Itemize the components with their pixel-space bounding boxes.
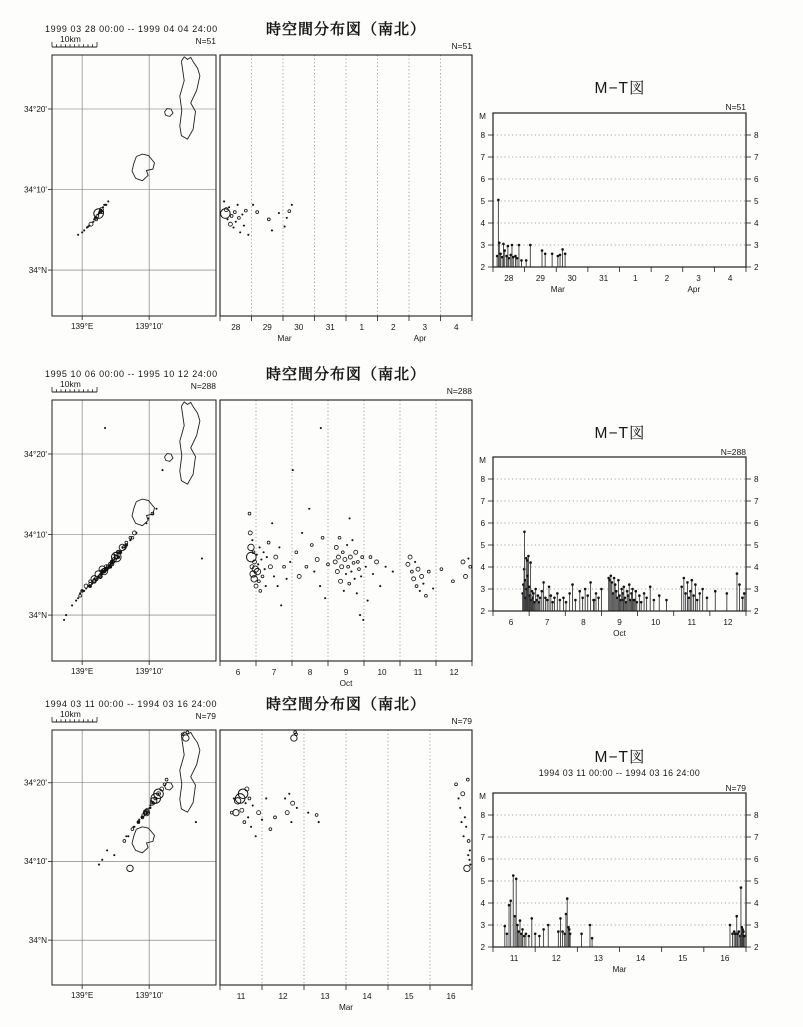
svg-text:8: 8 bbox=[754, 810, 759, 820]
map-event-count: N=288 bbox=[190, 381, 216, 391]
svg-text:11: 11 bbox=[687, 618, 697, 627]
svg-text:7: 7 bbox=[544, 618, 550, 627]
svg-text:5: 5 bbox=[754, 876, 759, 886]
panel-row-3 bbox=[0, 675, 803, 1027]
svg-text:3: 3 bbox=[696, 274, 701, 283]
svg-text:Mar: Mar bbox=[612, 965, 627, 974]
svg-text:M: M bbox=[479, 792, 486, 801]
svg-text:10: 10 bbox=[651, 618, 661, 627]
svg-text:13: 13 bbox=[593, 954, 603, 963]
svg-text:29: 29 bbox=[535, 274, 545, 283]
svg-text:34°N: 34°N bbox=[28, 935, 47, 945]
epicenter-map-row3 bbox=[24, 717, 216, 1000]
svg-text:139°10': 139°10' bbox=[135, 667, 163, 676]
svg-text:34°N: 34°N bbox=[28, 610, 47, 620]
svg-text:3: 3 bbox=[480, 584, 485, 594]
svg-text:3: 3 bbox=[480, 240, 485, 250]
period-label: 1999 03 28 00:00 -- 1999 04 04 24:00 bbox=[45, 24, 218, 34]
svg-text:4: 4 bbox=[727, 274, 733, 283]
svg-text:Apr: Apr bbox=[413, 334, 427, 343]
coastline-niijima bbox=[180, 402, 200, 484]
mt-title: M−T図 bbox=[594, 425, 646, 442]
svg-text:8: 8 bbox=[754, 130, 759, 140]
scale-bar-label: 10km bbox=[60, 34, 81, 44]
svg-text:16: 16 bbox=[720, 954, 730, 963]
svg-text:2: 2 bbox=[754, 262, 759, 272]
panel-row-1 bbox=[0, 0, 803, 350]
svg-text:139°E: 139°E bbox=[70, 322, 94, 331]
svg-text:2: 2 bbox=[390, 323, 396, 332]
svg-text:4: 4 bbox=[480, 898, 485, 908]
spacetime-plot-row2 bbox=[220, 400, 472, 688]
mt-stems bbox=[496, 199, 567, 267]
svg-text:7: 7 bbox=[480, 152, 485, 162]
spacetime-plot-row3 bbox=[220, 730, 472, 1012]
svg-text:15: 15 bbox=[678, 954, 688, 963]
coastline-shikinejima bbox=[165, 454, 174, 462]
charts-canvas-row1 bbox=[0, 0, 803, 350]
svg-text:4: 4 bbox=[453, 323, 459, 332]
svg-text:34°20': 34°20' bbox=[23, 449, 47, 459]
period-label: 1995 10 06 00:00 -- 1995 10 12 24:00 bbox=[45, 369, 218, 379]
svg-text:6: 6 bbox=[480, 854, 485, 864]
svg-text:139°10': 139°10' bbox=[135, 991, 163, 1000]
svg-text:5: 5 bbox=[754, 196, 759, 206]
svg-text:Oct: Oct bbox=[339, 679, 353, 688]
svg-text:5: 5 bbox=[754, 540, 759, 550]
svg-text:30: 30 bbox=[567, 274, 577, 283]
svg-text:8: 8 bbox=[480, 810, 485, 820]
svg-text:M: M bbox=[479, 112, 486, 121]
mt-stems bbox=[504, 874, 746, 947]
svg-text:6: 6 bbox=[754, 518, 759, 528]
svg-text:8: 8 bbox=[480, 130, 485, 140]
mt-stems bbox=[521, 531, 745, 612]
svg-text:28: 28 bbox=[504, 274, 514, 283]
svg-text:11: 11 bbox=[413, 668, 423, 677]
coastline-kozushima bbox=[132, 154, 155, 181]
spacetime-plot-row1 bbox=[220, 55, 472, 343]
svg-text:30: 30 bbox=[294, 323, 304, 332]
svg-text:1: 1 bbox=[633, 274, 638, 283]
svg-text:34°10': 34°10' bbox=[23, 857, 47, 867]
svg-text:5: 5 bbox=[480, 540, 485, 550]
svg-text:34°20': 34°20' bbox=[23, 778, 47, 788]
svg-text:6: 6 bbox=[754, 854, 759, 864]
svg-text:8: 8 bbox=[480, 474, 485, 484]
svg-text:6: 6 bbox=[480, 174, 485, 184]
mt-title: M−T図 bbox=[594, 749, 646, 766]
svg-text:4: 4 bbox=[480, 562, 485, 572]
svg-text:12: 12 bbox=[278, 992, 288, 1001]
svg-text:31: 31 bbox=[325, 323, 335, 332]
svg-text:4: 4 bbox=[754, 218, 759, 228]
svg-text:6: 6 bbox=[508, 618, 514, 627]
epicenter-map-row1 bbox=[24, 42, 216, 331]
charts-canvas-row3 bbox=[0, 675, 803, 1027]
svg-text:34°20': 34°20' bbox=[23, 104, 47, 114]
svg-text:2: 2 bbox=[480, 262, 485, 272]
period-label: 1994 03 11 00:00 -- 1994 03 16 24:00 bbox=[45, 699, 218, 709]
scale-bar-label: 10km bbox=[60, 379, 81, 389]
scale-bar-label: 10km bbox=[60, 709, 81, 719]
svg-text:7: 7 bbox=[754, 832, 759, 842]
svg-text:7: 7 bbox=[754, 152, 759, 162]
spacetime-title: 時空間分布図（南北） bbox=[265, 366, 426, 383]
spacetime-event-count: N=79 bbox=[451, 716, 472, 726]
svg-text:12: 12 bbox=[551, 954, 561, 963]
svg-text:14: 14 bbox=[636, 954, 646, 963]
coastline-kozushima bbox=[132, 827, 155, 853]
svg-text:2: 2 bbox=[664, 274, 670, 283]
svg-text:9: 9 bbox=[343, 668, 349, 677]
svg-text:12: 12 bbox=[449, 668, 459, 677]
coastline-niijima bbox=[180, 732, 200, 812]
coastline-shikinejima bbox=[165, 109, 174, 117]
mt-event-count: N=79 bbox=[725, 783, 746, 793]
svg-text:34°N: 34°N bbox=[28, 265, 47, 275]
svg-text:3: 3 bbox=[754, 584, 759, 594]
svg-text:7: 7 bbox=[271, 668, 277, 677]
map-event-count: N=79 bbox=[195, 711, 216, 721]
svg-text:8: 8 bbox=[754, 474, 759, 484]
svg-text:Mar: Mar bbox=[338, 1003, 354, 1012]
svg-text:M: M bbox=[479, 456, 486, 465]
svg-text:5: 5 bbox=[480, 196, 485, 206]
map-event-count: N=51 bbox=[195, 36, 216, 46]
svg-text:8: 8 bbox=[307, 668, 313, 677]
epicenter-map-row2 bbox=[24, 387, 216, 676]
svg-text:11: 11 bbox=[236, 992, 246, 1001]
svg-text:139°10': 139°10' bbox=[135, 322, 163, 331]
svg-text:Apr: Apr bbox=[687, 285, 701, 294]
svg-text:1: 1 bbox=[359, 323, 365, 332]
spacetime-title: 時空間分布図（南北） bbox=[265, 21, 426, 38]
svg-text:34°10': 34°10' bbox=[23, 185, 47, 195]
coastline-niijima bbox=[180, 57, 200, 139]
mt-title: M−T図 bbox=[594, 80, 646, 97]
spacetime-title: 時空間分布図（南北） bbox=[265, 696, 426, 713]
svg-text:16: 16 bbox=[446, 992, 456, 1001]
svg-text:29: 29 bbox=[262, 323, 272, 332]
svg-text:28: 28 bbox=[231, 323, 241, 332]
spacetime-event-markers bbox=[230, 731, 471, 872]
svg-text:11: 11 bbox=[509, 954, 519, 963]
svg-text:6: 6 bbox=[480, 518, 485, 528]
svg-text:14: 14 bbox=[362, 992, 372, 1001]
svg-text:13: 13 bbox=[320, 992, 330, 1001]
svg-text:139°E: 139°E bbox=[70, 667, 94, 676]
spacetime-event-markers bbox=[247, 427, 472, 621]
svg-text:3: 3 bbox=[754, 240, 759, 250]
mt-event-count: N=51 bbox=[725, 102, 746, 112]
mt-plot-row2 bbox=[479, 456, 759, 638]
charts-canvas-row2 bbox=[0, 345, 803, 695]
svg-text:8: 8 bbox=[581, 618, 586, 627]
spacetime-event-count: N=51 bbox=[451, 41, 472, 51]
svg-text:3: 3 bbox=[422, 323, 428, 332]
svg-text:34°10': 34°10' bbox=[23, 530, 47, 540]
svg-text:5: 5 bbox=[480, 876, 485, 886]
svg-text:9: 9 bbox=[617, 618, 622, 627]
panel-row-2 bbox=[0, 345, 803, 695]
svg-text:2: 2 bbox=[480, 942, 485, 952]
spacetime-event-markers bbox=[221, 200, 293, 235]
svg-text:2: 2 bbox=[754, 942, 759, 952]
svg-text:7: 7 bbox=[754, 496, 759, 506]
svg-text:10: 10 bbox=[377, 668, 387, 677]
svg-text:4: 4 bbox=[754, 562, 759, 572]
svg-text:3: 3 bbox=[754, 920, 759, 930]
svg-text:2: 2 bbox=[480, 606, 485, 616]
svg-text:7: 7 bbox=[480, 832, 485, 842]
svg-text:15: 15 bbox=[404, 992, 414, 1001]
svg-text:4: 4 bbox=[754, 898, 759, 908]
svg-text:7: 7 bbox=[480, 496, 485, 506]
mt-plot-row1 bbox=[479, 112, 759, 294]
svg-text:31: 31 bbox=[599, 274, 609, 283]
spacetime-event-count: N=288 bbox=[446, 386, 472, 396]
svg-text:Mar: Mar bbox=[550, 285, 565, 294]
mt-plot-row3 bbox=[479, 792, 759, 974]
svg-text:6: 6 bbox=[754, 174, 759, 184]
map-event-markers bbox=[98, 731, 197, 872]
mt-event-count: N=288 bbox=[720, 447, 746, 457]
svg-text:2: 2 bbox=[754, 606, 759, 616]
svg-text:6: 6 bbox=[235, 668, 241, 677]
svg-text:Mar: Mar bbox=[277, 334, 292, 343]
svg-text:Oct: Oct bbox=[613, 629, 626, 638]
svg-text:3: 3 bbox=[480, 920, 485, 930]
svg-text:4: 4 bbox=[480, 218, 485, 228]
svg-text:139°E: 139°E bbox=[70, 991, 94, 1000]
mt-subtitle: 1994 03 11 00:00 -- 1994 03 16 24:00 bbox=[538, 768, 701, 778]
coastline-kozushima bbox=[132, 499, 155, 526]
svg-text:12: 12 bbox=[723, 618, 733, 627]
